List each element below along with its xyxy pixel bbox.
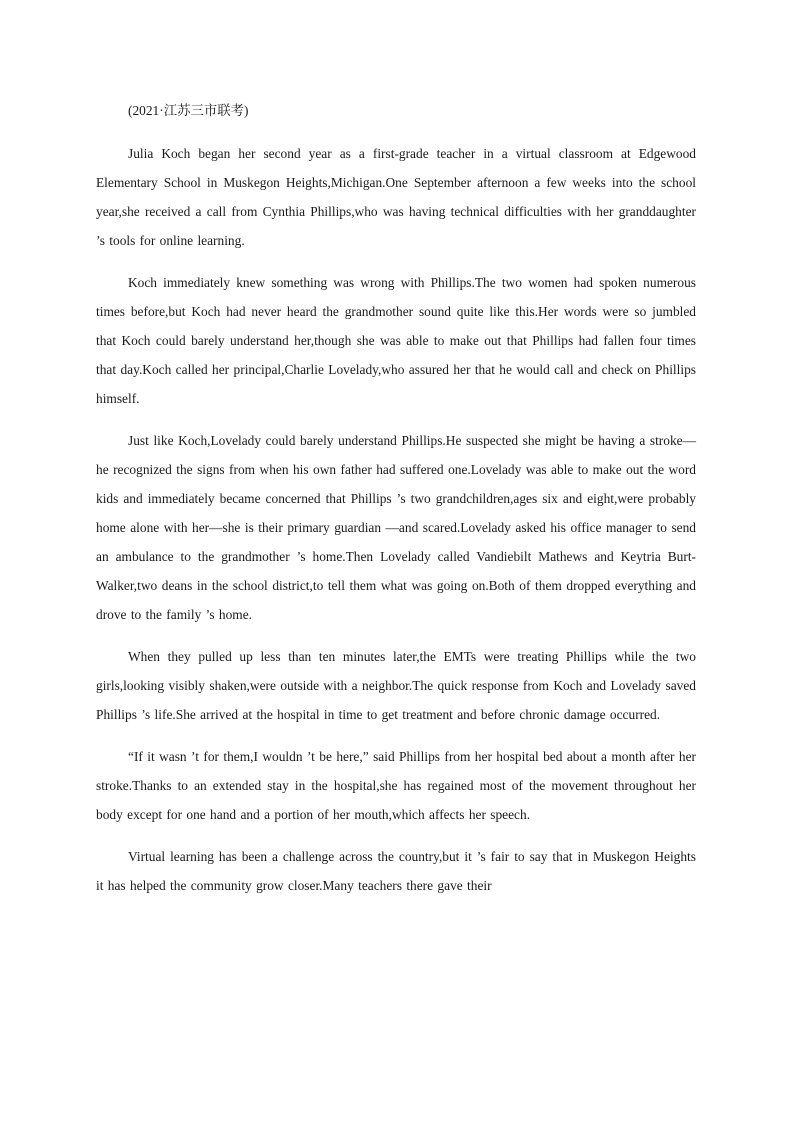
document-body [96,96,696,913]
paragraph-4: When they pulled up less than ten minutes later,the EMTs were treating Phillips while the two girls,looking visibly shaken,were outside with a neighbor.The quick response from Koch and Lovelady saved Phillips ’s life.She arrived at the hospital in time to get treatment and before chronic damage occurred. [96,649,696,722]
source-citation: (2021·江苏三市联考) [128,103,249,118]
paragraph-6: Virtual learning has been a challenge across the country,but it ’s fair to say that in Muskegon Heights it has helped the community grow closer.Many teachers there gave their [96,849,696,893]
paragraph-2: Koch immediately knew something was wrong with Phillips.The two women had spoken numerous times before,but Koch had never heard the grandmother sound quite like this.Her words were so jumbled that Koch could barely understand her,though she was able to make out that Phillips had fallen four times that day.Koch called her principal,Charlie Lovelady,who assured her that he would call and check on Phillips himself. [96,275,696,406]
paragraph-3: Just like Koch,Lovelady could barely understand Phillips.He suspected she might be having a stroke—he recognized the signs from when his own father had suffered one.Lovelady was able to make out the word kids and immediately became concerned that Phillips ’s two grandchildren,ages six and eight,were probably home alone with her—she is their primary guardian —and scared.Lovelady asked his office manager to send an ambulance to the grandmother ’s home.Then Lovelady called Vandiebilt Mathews and Keytria Burt-Walker,two deans in the school district,to tell them what was going on.Both of them dropped everything and drove to the family ’s home. [96,433,696,622]
paragraph-1: Julia Koch began her second year as a first-grade teacher in a virtual classroom at Edgewood Elementary School in Muskegon Heights,Michigan.One September afternoon a few weeks into the school year,she received a call from Cynthia Phillips,who was having technical difficulties with her granddaughter ’s tools for online learning. [96,146,696,248]
paragraph-5: “If it wasn ’t for them,I wouldn ’t be here,” said Phillips from her hospital bed about a month after her stroke.Thanks to an extended stay in the hospital,she has regained most of the movement throughout her body except for one hand and a portion of her mouth,which affects her speech. [96,749,696,822]
